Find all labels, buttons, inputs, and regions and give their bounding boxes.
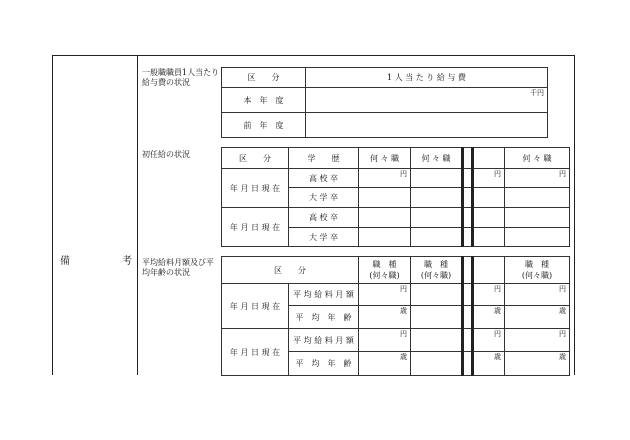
s1-header-right: 1 人 当 た り 給 与 費 bbox=[306, 68, 548, 88]
frame-divider bbox=[137, 55, 138, 375]
s2-edu-hs-2: 高 校 卒 bbox=[289, 208, 359, 228]
s2-date-1: 年 月 日 現 在 bbox=[222, 169, 289, 208]
s3-item-salary-2: 平 均 給 料 月 額 bbox=[289, 329, 359, 352]
section2-title: 初任給の状況 bbox=[142, 150, 190, 159]
s1-cell-empty bbox=[306, 113, 548, 138]
avg-salary-table: 区 分 職 種 (何々職) 職 種 (何々職) 職 種 (何々職) 年 月 日 現 在 平 均 給 料 月 額 円 円 円 平 均 年 齢 歳 歳 歳 年 月 日 現 在 平 均 給 料 月 額 円 円 円 平 均 年 齢 歳 歳 歳 bbox=[221, 256, 570, 376]
s2-yen-3: 円 bbox=[505, 169, 570, 188]
s3-header-job3: 職 種 (何々職) bbox=[505, 257, 570, 284]
s2-date-2: 年 月 日 現 在 bbox=[222, 208, 289, 247]
s1-row-previous: 前 年 度 bbox=[222, 113, 306, 138]
s2-header-edu: 学 歴 bbox=[289, 148, 359, 169]
s1-unit: 千円 bbox=[306, 88, 548, 113]
s3-header-job2: 職 種 (何々職) bbox=[411, 257, 463, 284]
s2-header-job2: 何 々 職 bbox=[411, 148, 463, 169]
s2-header-job3: 何 々 職 bbox=[505, 148, 570, 169]
s3-item-age-1: 平 均 年 齢 bbox=[289, 306, 359, 329]
section1-title: 一般職職員1人当たり給与費の状況 bbox=[142, 68, 220, 87]
side-label-a: 備 bbox=[60, 256, 70, 267]
frame-top bbox=[52, 55, 574, 56]
s3-header-job1: 職 種 (何々職) bbox=[359, 257, 411, 284]
s3-item-age-2: 平 均 年 齢 bbox=[289, 352, 359, 376]
s3-header-kubun: 区 分 bbox=[222, 257, 359, 284]
frame-right bbox=[574, 55, 575, 375]
s2-edu-univ-2: 大 学 卒 bbox=[289, 228, 359, 247]
s2-edu-hs-1: 高 校 卒 bbox=[289, 169, 359, 188]
s2-yen-2: 円 bbox=[473, 169, 505, 188]
s1-row-current: 本 年 度 bbox=[222, 88, 306, 113]
s2-header-job1: 何 々 職 bbox=[359, 148, 411, 169]
section3-title: 平均給料月額及び平均年齢の状況 bbox=[142, 258, 214, 277]
s2-header-kubun: 区 分 bbox=[222, 148, 289, 169]
s3-date-2: 年 月 日 現 在 bbox=[222, 329, 289, 376]
side-label-b: 考 bbox=[122, 256, 132, 267]
starting-salary-table bbox=[221, 147, 570, 247]
s3-item-salary-1: 平 均 給 料 月 額 bbox=[289, 284, 359, 306]
s2-yen-1: 円 bbox=[359, 169, 411, 188]
s3-date-1: 年 月 日 現 在 bbox=[222, 284, 289, 329]
frame-left bbox=[52, 55, 53, 375]
s1-header-left: 区 分 bbox=[222, 68, 306, 88]
s2-edu-univ-1: 大 学 卒 bbox=[289, 188, 359, 208]
salary-cost-table bbox=[221, 67, 548, 138]
